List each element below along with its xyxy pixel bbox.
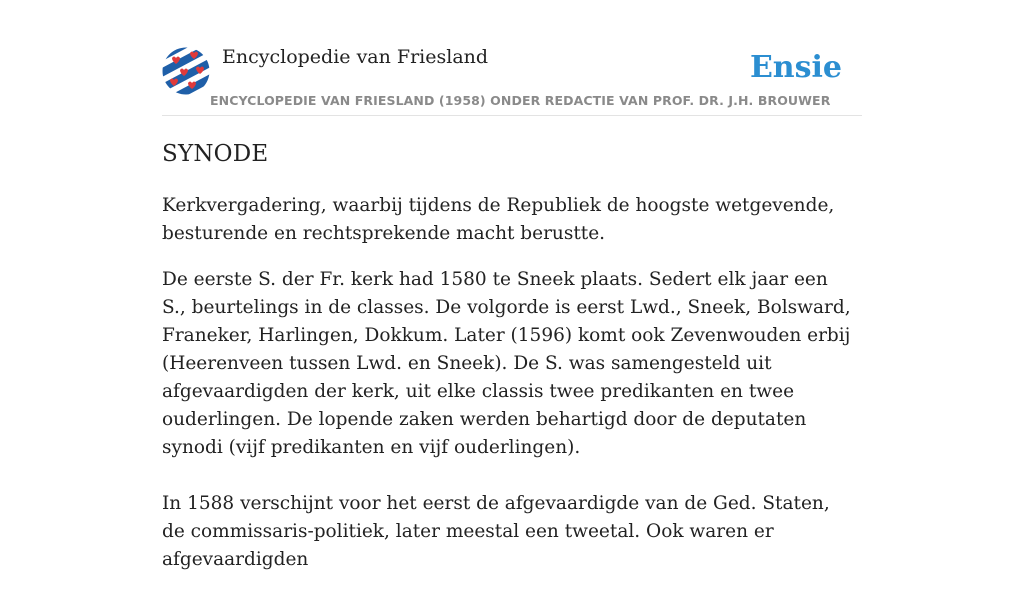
ensie-brand-logo[interactable]: Ensie (749, 50, 842, 85)
source-title[interactable]: Encyclopedie van Friesland (222, 46, 489, 68)
friesland-flag-logo-icon[interactable] (162, 47, 210, 95)
entry-title: SYNODE (162, 141, 269, 167)
entry-content (162, 138, 852, 592)
source-header (162, 44, 862, 116)
entry-paragraph: De eerste S. der Fr. kerk had 1580 te Sneek plaats. Sedert elk jaar een S., beurtelings in de classes. De volgorde is eerst Lwd., Sneek, Bolsward, Franeker, Harlingen, Dokkum. Later (1596) komt ook Zevenwouden erbij (Heerenveen tussen Lwd. en Sneek). De S. was samengesteld uit afgevaardigden der kerk, uit elke classis twee predikanten en twee ouderlingen. De lopende zaken werden behartigd door de deputaten synodi (vijf predikanten en vijf ouderlingen). In 1588 verschijnt voor het eerst de afgevaardigde van de Ged. Staten, de commissaris-politiek, later meestal een tweetal. Ook waren er afgevaardigden (162, 269, 851, 570)
source-subtitle: ENCYCLOPEDIE VAN FRIESLAND (1958) ONDER REDACTIE VAN PROF. DR. J.H. BROUWER (210, 93, 831, 108)
entry-paragraph: Kerkvergadering, waarbij tijdens de Republiek de hoogste wetgevende, besturende en rechtsprekende macht berustte. (162, 195, 835, 244)
